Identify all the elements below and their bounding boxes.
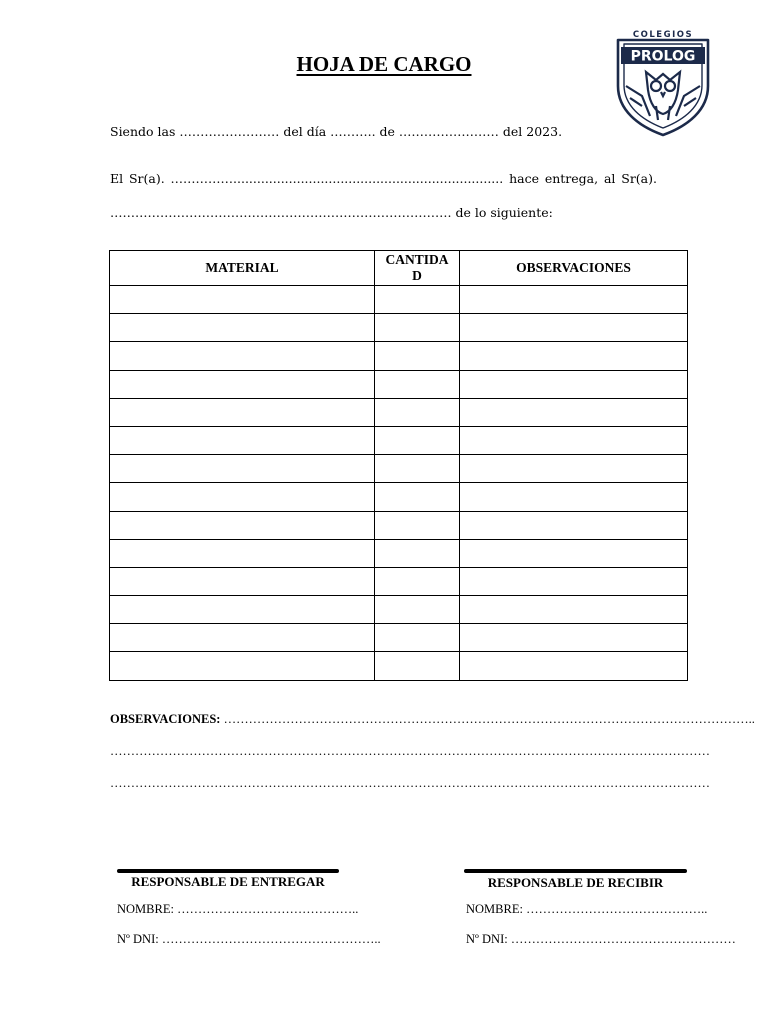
cell-material[interactable]: [110, 596, 375, 624]
cell-material[interactable]: [110, 370, 375, 398]
cell-material[interactable]: [110, 426, 375, 454]
table-row: [110, 511, 688, 539]
cell-material[interactable]: [110, 455, 375, 483]
delivery-line-dots: ……………....................................................................: [170, 171, 504, 186]
cell-observaciones[interactable]: [460, 511, 688, 539]
cell-material[interactable]: [110, 511, 375, 539]
observations-line-2: ………………………………………………………………………………………………………………………………: [110, 744, 710, 758]
signature-title-entregar: RESPONSABLE DE ENTREGAR: [131, 874, 325, 889]
materials-table: [109, 250, 688, 681]
cell-observaciones[interactable]: [460, 455, 688, 483]
table-row: [110, 624, 688, 652]
column-header-material: MATERIAL: [110, 251, 375, 286]
cell-observaciones[interactable]: [460, 652, 688, 680]
column-header-observaciones: OBSERVACIONES: [460, 251, 688, 286]
cell-material[interactable]: [110, 567, 375, 595]
cell-material[interactable]: [110, 539, 375, 567]
cell-observaciones[interactable]: [460, 314, 688, 342]
delivery-line-word: El: [110, 171, 124, 186]
date-line: Siendo las …………………… del día ……….. de …………………… del 2023.: [110, 124, 563, 139]
cell-material[interactable]: [110, 286, 375, 314]
table-row: [110, 314, 688, 342]
observations-line-1: [110, 712, 755, 727]
table-row: [110, 342, 688, 370]
delivery-line: [110, 171, 657, 186]
cell-cantidad[interactable]: [375, 539, 460, 567]
cell-observaciones[interactable]: [460, 286, 688, 314]
cell-cantidad[interactable]: [375, 596, 460, 624]
delivery-line-word: Sr(a).: [621, 171, 657, 186]
cell-cantidad[interactable]: [375, 286, 460, 314]
recipient-line: ………………………………………………………………………. de lo siguiente:: [110, 205, 553, 220]
logo-name: PROLOG: [630, 48, 696, 65]
cell-cantidad[interactable]: [375, 455, 460, 483]
delivery-line-word: entrega,: [544, 171, 599, 186]
cell-material[interactable]: [110, 314, 375, 342]
cell-cantidad[interactable]: [375, 398, 460, 426]
signature-dni-entregar: Nº DNI: ……………………………………………..: [117, 932, 381, 946]
cell-observaciones[interactable]: [460, 539, 688, 567]
delivery-line-word: hace: [509, 171, 539, 186]
cell-material[interactable]: [110, 398, 375, 426]
table-row: [110, 455, 688, 483]
cell-observaciones[interactable]: [460, 398, 688, 426]
cell-cantidad[interactable]: [375, 483, 460, 511]
cell-observaciones[interactable]: [460, 567, 688, 595]
cell-observaciones[interactable]: [460, 624, 688, 652]
table-row: [110, 483, 688, 511]
table-row: [110, 370, 688, 398]
signature-name-recibir: NOMBRE: ……………………………………..: [466, 902, 708, 916]
cell-material[interactable]: [110, 624, 375, 652]
cell-observaciones[interactable]: [460, 342, 688, 370]
observations-dots: ………………………………………………………………………………………………………………..: [220, 712, 755, 726]
cell-cantidad[interactable]: [375, 511, 460, 539]
cell-material[interactable]: [110, 483, 375, 511]
logo-top-text: COLEGIOS: [632, 30, 694, 40]
cell-material[interactable]: [110, 342, 375, 370]
observations-line-3: ………………………………………………………………………………………………………………………………: [110, 776, 710, 790]
page-title: HOJA DE CARGO: [296, 52, 472, 76]
signature-line-recibir: [464, 869, 687, 873]
column-header-cantidad: [375, 251, 460, 286]
table-row: [110, 426, 688, 454]
signature-line-entregar: [117, 869, 339, 873]
cell-observaciones[interactable]: [460, 596, 688, 624]
table-row: [110, 567, 688, 595]
cell-cantidad[interactable]: [375, 652, 460, 680]
cell-cantidad[interactable]: [375, 426, 460, 454]
delivery-line-word: Sr(a).: [128, 171, 165, 186]
school-logo: [612, 28, 714, 138]
signature-dni-recibir: Nº DNI: ………………………………………………: [466, 932, 736, 946]
cell-cantidad[interactable]: [375, 342, 460, 370]
cell-cantidad[interactable]: [375, 567, 460, 595]
table-row: [110, 398, 688, 426]
table-header-row: [110, 251, 688, 286]
cell-material[interactable]: [110, 652, 375, 680]
table-row: [110, 286, 688, 314]
table-row: [110, 539, 688, 567]
signature-name-entregar: NOMBRE: ……………………………………..: [117, 902, 359, 916]
table-row: [110, 596, 688, 624]
cell-observaciones[interactable]: [460, 426, 688, 454]
table-row: [110, 652, 688, 680]
cell-cantidad[interactable]: [375, 370, 460, 398]
cell-observaciones[interactable]: [460, 483, 688, 511]
cell-cantidad[interactable]: [375, 624, 460, 652]
cell-cantidad[interactable]: [375, 314, 460, 342]
signature-title-recibir: RESPONSABLE DE RECIBIR: [487, 875, 664, 890]
delivery-line-word: al: [603, 171, 616, 186]
observations-label: OBSERVACIONES:: [110, 712, 221, 726]
cell-observaciones[interactable]: [460, 370, 688, 398]
column-header-cantidad-text: CANTIDAD: [385, 252, 449, 283]
